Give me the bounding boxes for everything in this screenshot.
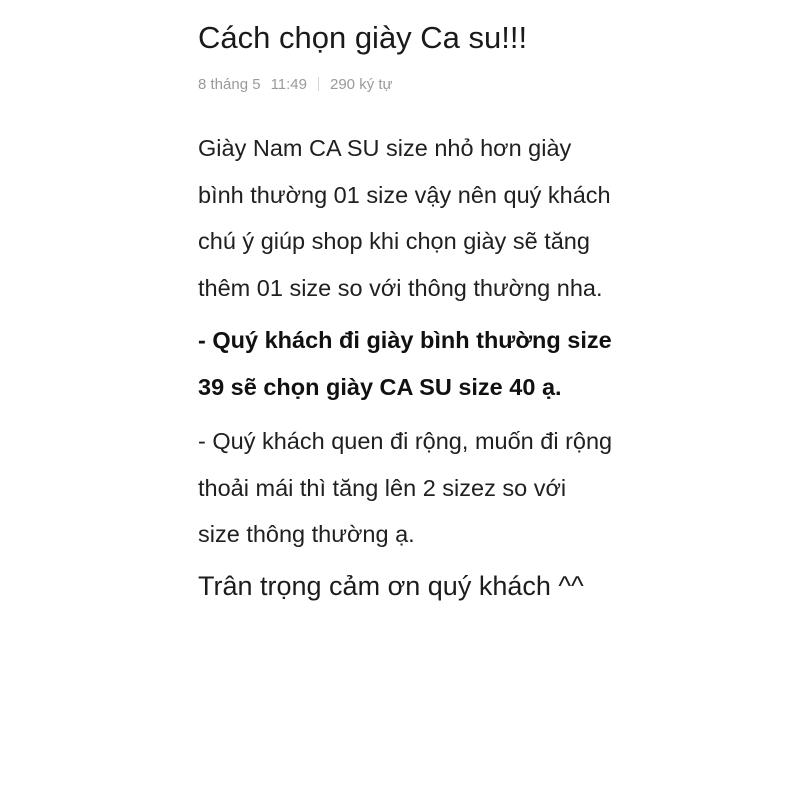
note-meta: [198, 74, 393, 94]
note-view: [198, 0, 618, 800]
note-paragraph[interactable]: Giày Nam CA SU size nhỏ hơn giày bình thường 01 size vậy nên quý khách chú ý giúp shop khi chọn giày sẽ tăng thêm 01 size so với thông thường nha.: [198, 135, 611, 301]
meta-divider: [318, 77, 319, 91]
note-closing[interactable]: Trân trọng cảm ơn quý khách ^^: [198, 570, 584, 601]
note-time: 11:49: [270, 75, 307, 93]
note-date: 8 tháng 5: [198, 75, 261, 93]
note-body[interactable]: [198, 125, 613, 610]
note-title[interactable]: Cách chọn giày Ca su!!!: [198, 20, 528, 55]
note-paragraph-bold[interactable]: - Quý khách đi giày bình thường size 39 sẽ chọn giày CA SU size 40 ạ.: [198, 327, 612, 400]
note-paragraph[interactable]: - Quý khách quen đi rộng, muốn đi rộng thoải mái thì tăng lên 2 sizez so với size thông thường ạ.: [198, 428, 613, 547]
character-count: 290 ký tự: [330, 75, 393, 93]
